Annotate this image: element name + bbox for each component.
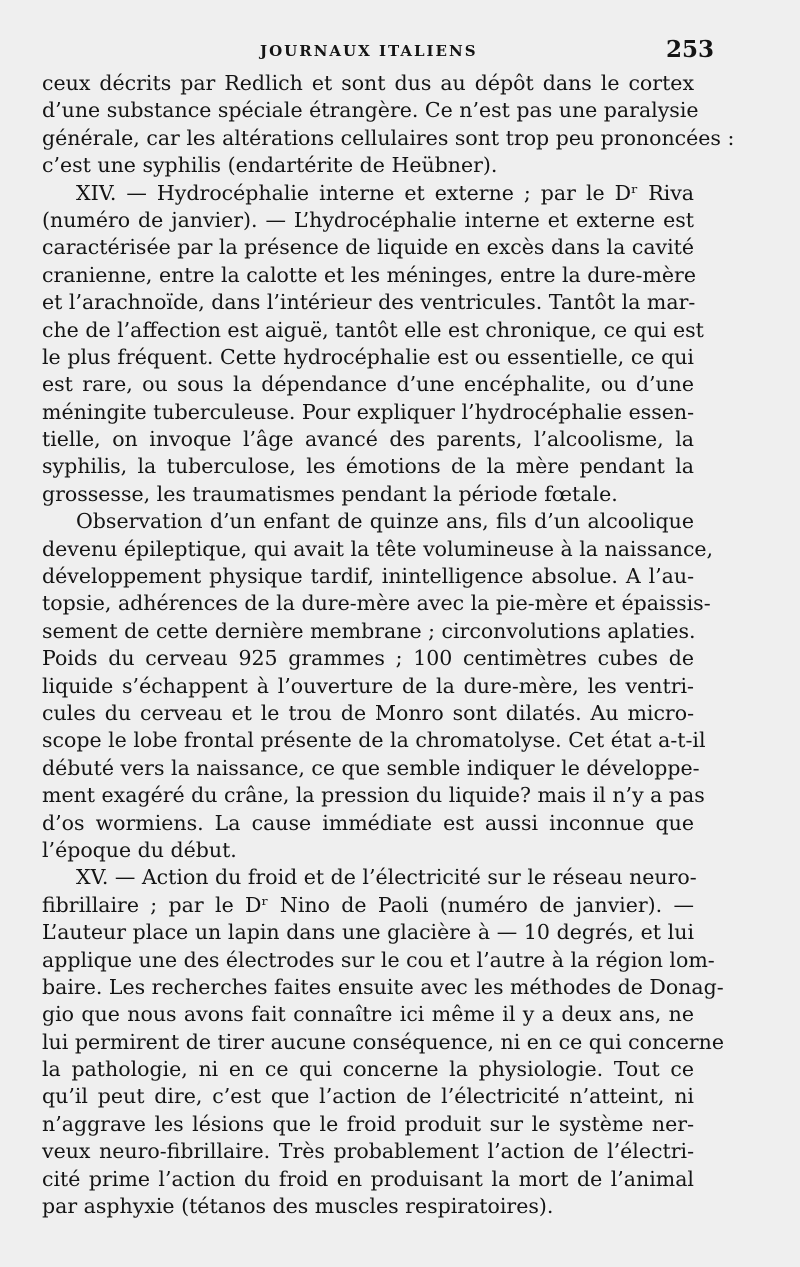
text-line: XIV. — Hydrocéphalie interne et externe ; par le Dʳ Riva <box>76 180 694 205</box>
text-line: gio que nous avons fait connaître ici même il y a deux ans, ne <box>42 1002 694 1027</box>
text-line: et l’arachnoïde, dans l’intérieur des ventricules. Tantôt la mar- <box>42 290 696 315</box>
text-line: cité prime l’action du froid en produisant la mort de l’animal <box>42 1166 694 1191</box>
text-line: l’époque du début. <box>42 837 237 862</box>
text-line: d’une substance spéciale étrangère. Ce n’est pas une paralysie <box>42 98 699 123</box>
text-line: ment exagéré du crâne, la pression du liquide? mais il n’y a pas <box>42 783 705 808</box>
text-line: n’aggrave les lésions que le froid produit sur le système ner- <box>42 1111 694 1136</box>
text-line: baire. Les recherches faites ensuite avec les méthodes de Donag- <box>42 974 724 999</box>
text-line: générale, car les altérations cellulaires sont trop peu prononcées : <box>42 125 735 150</box>
text-line: (numéro de janvier). — L’hydrocéphalie interne et externe est <box>42 207 694 232</box>
text-line: Poids du cerveau 925 grammes ; 100 centimètres cubes de <box>42 646 694 671</box>
text-line: méningite tuberculeuse. Pour expliquer l’hydrocéphalie essen- <box>42 399 694 424</box>
text-line: applique une des électrodes sur le cou et l’autre à la région lom- <box>42 947 715 972</box>
text-line: par asphyxie (tétanos des muscles respiratoires). <box>42 1194 554 1219</box>
text-line: che de l’affection est aiguë, tantôt elle est chronique, ce qui est <box>42 317 704 342</box>
text-line: fibrillaire ; par le Dʳ Nino de Paoli (numéro de janvier). — <box>42 892 694 917</box>
text-line: XV. — Action du froid et de l’électricité sur le réseau neuro- <box>76 865 697 890</box>
text-line: sement de cette dernière membrane ; circonvolutions aplaties. <box>42 618 696 643</box>
text-line: développement physique tardif, inintelligence absolue. A l’au- <box>42 564 694 589</box>
running-title: JOURNAUX ITALIENS <box>260 42 478 60</box>
text-line: cules du cerveau et le trou de Monro sont dilatés. Au micro- <box>42 700 694 725</box>
page-header <box>40 36 714 64</box>
text-line: cranienne, entre la calotte et les méninges, entre la dure-mère <box>42 262 696 287</box>
page-number: 253 <box>665 36 714 63</box>
text-line: liquide s’échappent à l’ouverture de la dure-mère, les ventri- <box>42 673 694 698</box>
text-line: qu’il peut dire, c’est que l’action de l’électricité n’atteint, ni <box>42 1084 694 1109</box>
text-line: lui permirent de tirer aucune conséquence, ni en ce qui concerne <box>42 1029 724 1054</box>
text-line: tielle, on invoque l’âge avancé des parents, l’alcoolisme, la <box>42 427 694 452</box>
text-line: le plus fréquent. Cette hydrocéphalie est ou essentielle, ce qui <box>42 344 694 369</box>
body-text <box>42 70 735 1220</box>
text-line: c’est une syphilis (endartérite de Heübner). <box>42 153 498 178</box>
text-line: est rare, ou sous la dépendance d’une encéphalite, ou d’une <box>42 372 694 397</box>
text-line: syphilis, la tuberculose, les émotions de la mère pendant la <box>42 454 694 479</box>
text-line: scope le lobe frontal présente de la chromatolyse. Cet état a-t-il <box>42 728 706 753</box>
text-line: grossesse, les traumatismes pendant la période fœtale. <box>42 481 618 506</box>
text-line: caractérisée par la présence de liquide en excès dans la cavité <box>42 235 695 260</box>
text-line: L’auteur place un lapin dans une glacière à — 10 degrés, et lui <box>42 920 694 945</box>
text-line: ceux décrits par Redlich et sont dus au dépôt dans le cortex <box>42 71 694 95</box>
text-line: d’os wormiens. La cause immédiate est aussi inconnue que <box>42 810 694 835</box>
text-line: la pathologie, ni en ce qui concerne la physiologie. Tout ce <box>42 1057 694 1082</box>
text-line: veux neuro-fibrillaire. Très probablement l’action de l’électri- <box>42 1139 694 1164</box>
text-line: topsie, adhérences de la dure-mère avec la pie-mère et épaissis- <box>42 591 711 616</box>
text-line: Observation d’un enfant de quinze ans, fils d’un alcoolique <box>76 509 694 534</box>
text-line: devenu épileptique, qui avait la tête volumineuse à la naissance, <box>42 536 714 561</box>
text-line: débuté vers la naissance, ce que semble indiquer le développe- <box>42 755 700 780</box>
